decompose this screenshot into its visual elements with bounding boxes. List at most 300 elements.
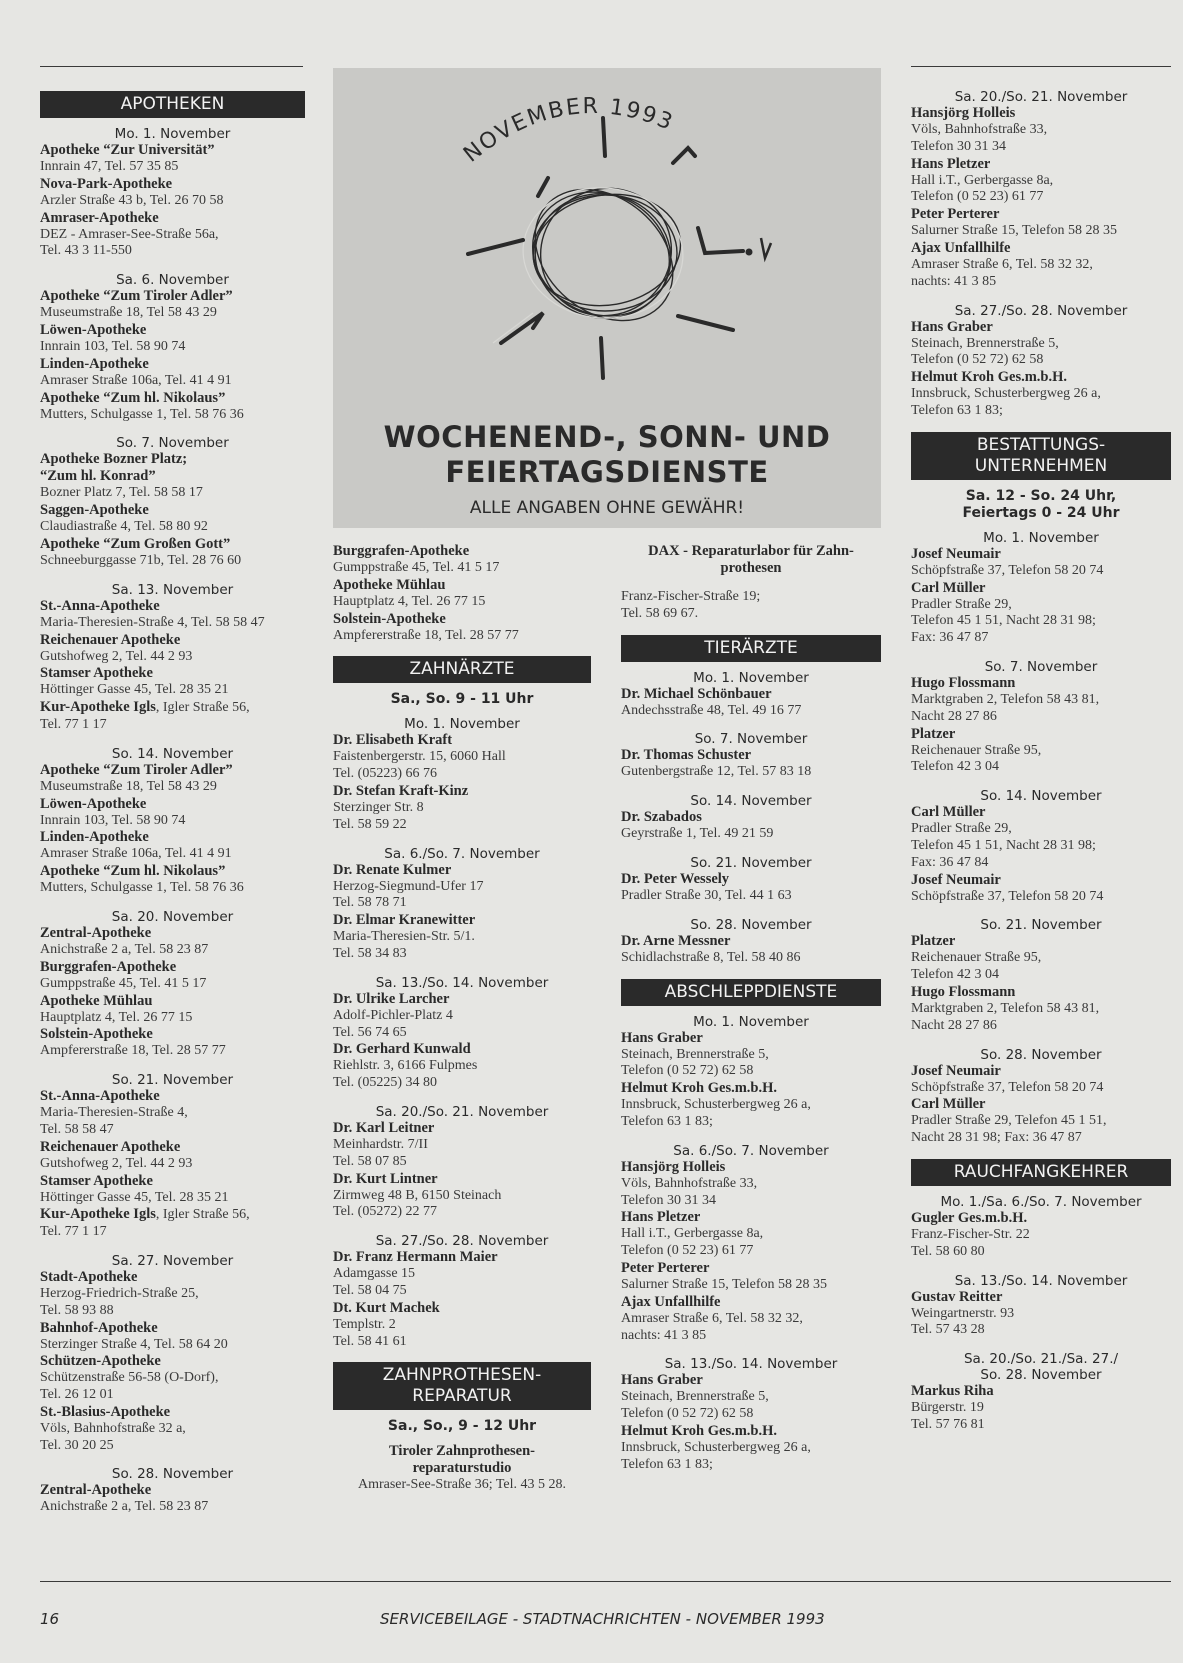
- date-label: So. 14. November: [111, 745, 234, 762]
- listing-name: Nova-Park-Apotheke: [40, 175, 173, 192]
- listing-entry: [40, 699, 305, 734]
- date-label: Sa. 13. November: [111, 581, 234, 598]
- listing-name: Hans Graber: [621, 1029, 703, 1046]
- listing-name: Platzer: [911, 725, 956, 742]
- listing-name: Dr. Gerhard Kunwald: [333, 1041, 471, 1058]
- date-group: [911, 659, 1171, 776]
- listing-entry: [40, 288, 305, 322]
- listing-entry: [911, 726, 1171, 777]
- listing-entry: [40, 1482, 305, 1516]
- listing-entry: [911, 1063, 1171, 1097]
- listing-entry: [911, 1096, 1171, 1147]
- listing-entry: [40, 598, 305, 632]
- listing-address: Bürgerstr. 19 Tel. 57 76 81: [911, 1400, 985, 1432]
- listing-name: Hansjörg Holleis: [621, 1158, 726, 1175]
- listing-name: Hansjörg Holleis: [911, 105, 1016, 121]
- listing-entry: [911, 156, 1171, 207]
- listing-entry: [333, 862, 591, 913]
- date-label: Sa. 27./So. 28. November: [375, 1233, 549, 1250]
- date-label: So. 21. November: [111, 1072, 234, 1089]
- banner: [333, 68, 881, 528]
- listing-name: Solstein-Apotheke: [333, 610, 446, 627]
- listing-name: Markus Riha: [911, 1383, 994, 1400]
- listing-name: Linden-Apotheke: [40, 829, 149, 846]
- date-label: Sa. 6./So. 7. November: [384, 845, 540, 862]
- listing-entry: [621, 1294, 881, 1345]
- listing-address: Ampfererstraße 18, Tel. 28 57 77: [333, 627, 519, 643]
- listing-address: Meinhardstr. 7/II Tel. 58 07 85: [333, 1136, 428, 1169]
- listing-name: St.-Anna-Apotheke: [40, 1088, 160, 1105]
- date-group: [621, 793, 881, 843]
- listing-address: Hall i.T., Gerbergasse 8a, Telefon (0 52 23) 61 77: [621, 1226, 764, 1259]
- listing-address: Steinach, Brennerstraße 5, Telefon (0 52 72) 62 58: [911, 335, 1059, 368]
- listing-address: Gumppstraße 45, Tel. 41 5 17: [333, 560, 500, 575]
- listing-entry: [911, 933, 1171, 984]
- listing-entry: [40, 142, 305, 176]
- listing-entry: [621, 543, 881, 577]
- listing-address: Hall i.T., Gerbergasse 8a, Telefon (0 52 23) 61 77: [911, 172, 1054, 205]
- date-group: [911, 89, 1171, 291]
- listing-address: Schöpfstraße 37, Telefon 58 20 74: [911, 1079, 1104, 1095]
- date-label: Sa. 13./So. 14. November: [954, 1272, 1128, 1289]
- listing-entry: [40, 1173, 305, 1207]
- date-label: Sa. 20./So. 21. November: [954, 89, 1128, 105]
- listing-address: Ampfererstraße 18, Tel. 28 57 77: [40, 1043, 226, 1059]
- listing-entry: [333, 1443, 591, 1494]
- date-label: Mo. 1. November: [693, 1013, 809, 1030]
- listing-address: Faistenbergerstr. 15, 6060 Hall Tel. (05223) 66 76: [333, 749, 506, 782]
- listing-entry: [911, 1383, 1171, 1434]
- date-label: Sa. 20./So. 21. November: [375, 1103, 549, 1120]
- listing-name: Dr. Thomas Schuster: [621, 747, 752, 764]
- sun-illustration: [333, 68, 881, 418]
- listing-name: Peter Perterer: [911, 206, 1000, 223]
- date-group: [911, 788, 1171, 905]
- listing-name: Dr. Kurt Lintner: [333, 1170, 438, 1187]
- date-group: [621, 917, 881, 967]
- listing-name: Saggen-Apotheke: [40, 502, 149, 519]
- listing-address: Innsbruck, Schusterbergweg 26 a, Telefon 63 1 83;: [911, 386, 1101, 418]
- listing-entry: [621, 686, 881, 720]
- listing-entry: [911, 546, 1171, 580]
- listing-entry: [40, 1353, 305, 1404]
- listing-name: Josef Neumair: [911, 871, 1001, 888]
- listing-entry: [333, 1041, 591, 1092]
- listing-entry: [40, 1320, 305, 1354]
- listing-entry: [40, 1269, 305, 1320]
- date-label: Sa. 27. November: [111, 1252, 234, 1269]
- listing-entry: [40, 356, 305, 390]
- listing-entry: [333, 1300, 591, 1351]
- date-group: [333, 716, 591, 833]
- listing-name: Carl Müller: [911, 1096, 986, 1113]
- listing-name: Helmut Kroh Ges.m.b.H.: [621, 1080, 778, 1097]
- listing-entry: [621, 1260, 881, 1294]
- listing-name: Schützen-Apotheke: [40, 1353, 161, 1370]
- listing-address: DEZ - Amraser-See-Straße 56a, Tel. 43 3 11-550: [40, 226, 219, 259]
- listing-name: Zentral-Apotheke: [40, 924, 152, 941]
- service-hours: Sa. 12 - So. 24 Uhr, Feiertags 0 - 24 Uhr: [962, 487, 1120, 521]
- listing-address: Schützenstraße 56-58 (O-Dorf), Tel. 26 12 01: [40, 1370, 219, 1403]
- listing-name: Platzer: [911, 933, 956, 950]
- listing-address: Amraser Straße 106a, Tel. 41 4 91: [40, 372, 232, 388]
- listing-address: Innsbruck, Schusterbergweg 26 a, Telefon 63 1 83;: [621, 1097, 811, 1129]
- listing-address: Marktgraben 2, Telefon 58 43 81, Nacht 28 27 86: [911, 691, 1100, 724]
- listing-name: Burggrafen-Apotheke: [333, 543, 470, 559]
- listing-name: Dr. Michael Schönbauer: [621, 685, 772, 702]
- listing-entry: [40, 863, 305, 897]
- listing-name: St.-Blasius-Apotheke: [40, 1403, 171, 1420]
- listing-name: Dr. Renate Kulmer: [333, 861, 452, 878]
- listing-name: Reichenauer Apotheke: [40, 631, 181, 648]
- listing-entry: [333, 577, 591, 611]
- listing-name: Apotheke “Zum Großen Gott”: [40, 535, 231, 552]
- section-header: TIERÄRZTE: [621, 635, 881, 662]
- banner-title: WOCHENEND-, SONN- UND FEIERTAGSDIENSTE: [383, 420, 831, 489]
- listing-address: Sterzinger Straße 4, Tel. 58 64 20: [40, 1336, 228, 1352]
- date-group: [40, 1072, 305, 1241]
- listing-name: Löwen-Apotheke: [40, 321, 147, 338]
- date-label: Sa. 13./So. 14. November: [664, 1356, 838, 1373]
- listing-entry: [333, 1171, 591, 1222]
- date-group: [911, 1273, 1171, 1340]
- listing-address: Schneeburggasse 71b, Tel. 28 76 60: [40, 552, 242, 568]
- listing-address: Amraser-See-Straße 36; Tel. 43 5 28.: [357, 1477, 567, 1493]
- listing-name: Apotheke Mühlau: [333, 576, 446, 593]
- listing-entry: [621, 871, 881, 905]
- listing-address: Weingartnerstr. 93 Tel. 57 43 28: [911, 1305, 1015, 1338]
- service-hours: Sa., So. 9 - 11 Uhr: [390, 691, 534, 708]
- listing-name: Dr. Peter Wessely: [621, 870, 730, 887]
- listing-name: Zentral-Apotheke: [40, 1482, 152, 1499]
- listing-entry: [40, 925, 305, 959]
- listing-address: Gutenbergstraße 12, Tel. 57 83 18: [621, 764, 812, 780]
- listing-address: Templstr. 2 Tel. 58 41 61: [333, 1316, 407, 1349]
- listing-entry: [40, 451, 305, 502]
- listing-address: Reichenauer Straße 95, Telefon 42 3 04: [911, 950, 1042, 983]
- listing-entry: [40, 1139, 305, 1173]
- listing-entry: [911, 319, 1171, 370]
- listing-name: Dt. Kurt Machek: [333, 1299, 440, 1316]
- listing-address: Gutshofweg 2, Tel. 44 2 93: [40, 648, 193, 664]
- listing-name: St.-Anna-Apotheke: [40, 597, 160, 614]
- listing-entry: [40, 665, 305, 699]
- listing-name: Hugo Flossmann: [911, 983, 1016, 1000]
- listing-address: Maria-Theresien-Straße 4, Tel. 58 58 47: [40, 1105, 188, 1137]
- listing-entry: [40, 322, 305, 356]
- date-group: [40, 435, 305, 569]
- listing-address: Museumstraße 18, Tel 58 43 29: [40, 778, 217, 794]
- listing-address: Claudiastraße 4, Tel. 58 80 92: [40, 519, 208, 535]
- date-label: Sa. 13./So. 14. November: [375, 974, 549, 991]
- listing-address: Pradler Straße 29, Telefon 45 1 51, Nacht 28 31 98; Fax: 36 47 87: [911, 1113, 1107, 1146]
- listing-address: Herzog-Friedrich-Straße 25, Tel. 58 93 88: [40, 1285, 199, 1318]
- date-label: Sa. 6. November: [116, 272, 229, 289]
- listing-name: Apotheke Bozner Platz; “Zum hl. Konrad”: [40, 451, 188, 485]
- date-label: So. 7. November: [694, 731, 808, 748]
- listing-entry: [40, 1088, 305, 1139]
- listing-entry: [40, 959, 305, 993]
- section-header: ABSCHLEPPDIENSTE: [621, 979, 881, 1006]
- banner-subtitle: ALLE ANGABEN OHNE GEWÄHR!: [469, 498, 745, 518]
- listing-entry: [333, 1120, 591, 1171]
- listing-address: Anichstraße 2 a, Tel. 58 23 87: [40, 1499, 209, 1515]
- listing-address: Pradler Straße 30, Tel. 44 1 63: [621, 887, 792, 903]
- service-hours: Sa., So., 9 - 12 Uhr: [387, 1418, 537, 1435]
- listing-entry: [40, 502, 305, 536]
- date-label: So. 21. November: [980, 917, 1102, 934]
- listing-address: Franz-Fischer-Str. 22 Tel. 58 60 80: [911, 1226, 1030, 1259]
- listing-address: Arzler Straße 43 b, Tel. 26 70 58: [40, 192, 224, 208]
- listing-name: Dr. Arne Messner: [621, 932, 731, 949]
- listing-address: , Igler Straße 56, Tel. 77 1 17: [40, 700, 250, 732]
- listing-address: Schöpfstraße 37, Telefon 58 20 74: [911, 888, 1104, 904]
- date-group: [333, 846, 591, 963]
- date-group: [333, 1443, 591, 1494]
- date-label: So. 21. November: [690, 854, 812, 871]
- listing-entry: [40, 993, 305, 1027]
- listing-name: Apotheke “Zum hl. Nikolaus”: [40, 863, 226, 880]
- listing-address: Museumstraße 18, Tel 58 43 29: [40, 305, 217, 321]
- listing-address: Amraser Straße 106a, Tel. 41 4 91: [40, 846, 232, 862]
- listing-address: Adamgasse 15 Tel. 58 04 75: [333, 1266, 416, 1298]
- listing-address: Geyrstraße 1, Tel. 49 21 59: [621, 826, 774, 842]
- top-rule-right: [911, 66, 1171, 67]
- listing-name: Josef Neumair: [911, 545, 1001, 562]
- date-group: [621, 589, 881, 623]
- date-group: [621, 543, 881, 577]
- date-group: [40, 272, 305, 423]
- listing-address: Herzog-Siegmund-Ufer 17 Tel. 58 78 71: [333, 878, 484, 911]
- listing-entry: [911, 206, 1171, 240]
- listing-name: Tiroler Zahnprothesen- reparaturstudio: [389, 1443, 535, 1477]
- listing-name: Gustav Reitter: [911, 1288, 1003, 1305]
- listing-name: Hans Pletzer: [621, 1209, 701, 1226]
- listing-name: Hans Graber: [621, 1372, 703, 1389]
- listing-address: Amraser Straße 6, Tel. 58 32 32, nachts: 41 3 85: [621, 1310, 803, 1343]
- listing-address: Maria-Theresien-Str. 5/1. Tel. 58 34 83: [333, 929, 475, 961]
- footer-text: SERVICEBEILAGE - STADTNACHRICHTEN - NOVEMBER 1993: [380, 1610, 825, 1628]
- date-label: So. 14. November: [690, 793, 812, 810]
- listing-address: Innsbruck, Schusterbergweg 26 a, Telefon 63 1 83;: [621, 1439, 811, 1472]
- listing-address: Pradler Straße 29, Telefon 45 1 51, Nacht 28 31 98; Fax: 36 47 84: [911, 821, 1096, 870]
- date-group: [621, 670, 881, 720]
- listing-entry: [911, 872, 1171, 906]
- date-group: [621, 1143, 881, 1345]
- listing-entry: [911, 580, 1171, 647]
- date-label: Mo. 1./Sa. 6./So. 7. November: [940, 1193, 1142, 1210]
- listing-address: Sterzinger Str. 8 Tel. 58 59 22: [333, 799, 424, 832]
- listing-name: Helmut Kroh Ges.m.b.H.: [621, 1422, 778, 1439]
- listing-name: Stamser Apotheke: [40, 1172, 153, 1189]
- date-group: [911, 1194, 1171, 1261]
- listing-entry: [621, 933, 881, 967]
- listing-address: Innrain 103, Tel. 58 90 74: [40, 812, 186, 828]
- month-letters: [459, 94, 677, 168]
- listing-name: Josef Neumair: [911, 1062, 1001, 1079]
- date-label: So. 28. November: [111, 1466, 234, 1483]
- listing-entry: [333, 912, 591, 963]
- listing-entry: [333, 732, 591, 783]
- date-group: [911, 530, 1171, 647]
- listing-address: Riehlstr. 3, 6166 Fulpmes Tel. (05225) 34 80: [333, 1058, 478, 1091]
- listing-entry: [40, 1026, 305, 1060]
- listing-entry: [911, 804, 1171, 871]
- listing-name: Stamser Apotheke: [40, 665, 153, 682]
- listing-address: Reichenauer Straße 95, Telefon 42 3 04: [911, 742, 1042, 775]
- date-group: [40, 126, 305, 260]
- listing-entry: [911, 240, 1171, 291]
- listing-name: Apotheke “Zur Universität”: [40, 142, 215, 158]
- listing-entry: [40, 829, 305, 863]
- date-group: [911, 303, 1171, 420]
- listing-name: Carl Müller: [911, 579, 986, 596]
- listing-address: Maria-Theresien-Straße 4, Tel. 58 58 47: [40, 614, 265, 630]
- listing-entry: [333, 611, 591, 645]
- section-header: BESTATTUNGS- UNTERNEHMEN: [911, 432, 1171, 480]
- listing-address: Salurner Straße 15, Telefon 58 28 35: [621, 1276, 827, 1292]
- listing-entry: [40, 176, 305, 210]
- listing-name: Apotheke “Zum Tiroler Adler”: [40, 761, 233, 778]
- column-apotheken: [40, 91, 305, 1528]
- listing-address: Völs, Bahnhofstraße 33, Telefon 30 31 34: [911, 122, 1048, 154]
- listing-name: Hugo Flossmann: [911, 674, 1016, 691]
- listing-name: Dr. Ulrike Larcher: [333, 990, 450, 1007]
- listing-name: Burggrafen-Apotheke: [40, 958, 177, 975]
- section-header: ZAHNPROTHESEN- REPARATUR: [333, 1362, 591, 1410]
- listing-address: Adolf-Pichler-Platz 4 Tel. 56 74 65: [333, 1007, 453, 1040]
- listing-name: Bahnhof-Apotheke: [40, 1319, 158, 1336]
- date-group: [621, 1014, 881, 1131]
- date-group: [40, 1466, 305, 1516]
- listing-address: Völs, Bahnhofstraße 33, Telefon 30 31 34: [621, 1175, 758, 1208]
- listing-entry: [621, 1423, 881, 1474]
- listing-entry: [621, 747, 881, 781]
- page-number: 16: [40, 1610, 60, 1628]
- listing-address: Schidlachstraße 8, Tel. 58 40 86: [621, 949, 801, 965]
- listing-entry: [911, 1289, 1171, 1340]
- date-group: [621, 731, 881, 781]
- banner-month: NOVEMBER 1993: [459, 93, 678, 168]
- listing-address: Hauptplatz 4, Tel. 26 77 15: [333, 593, 486, 609]
- date-label: So. 28. November: [980, 1046, 1102, 1063]
- listing-name: Kur-Apotheke Igls: [40, 699, 156, 716]
- date-group: [621, 855, 881, 905]
- date-group: [40, 1253, 305, 1455]
- listing-name: Helmut Kroh Ges.m.b.H.: [911, 369, 1068, 386]
- listing-address: Andechsstraße 48, Tel. 49 16 77: [621, 702, 802, 718]
- column-tieraerzte: [621, 543, 881, 1486]
- listing-name: Hans Pletzer: [911, 155, 991, 172]
- listing-address: , Igler Straße 56, Tel. 77 1 17: [40, 1207, 250, 1240]
- listing-name: Dr. Elisabeth Kraft: [333, 732, 453, 749]
- date-label: So. 7. November: [984, 658, 1098, 675]
- listing-name: Solstein-Apotheke: [40, 1026, 153, 1043]
- listing-name: Stadt-Apotheke: [40, 1268, 138, 1285]
- date-group: [333, 543, 591, 644]
- listing-entry: [621, 1372, 881, 1423]
- date-group: [333, 975, 591, 1092]
- date-label: Mo. 1. November: [404, 716, 520, 733]
- listing-name: DAX - Reparaturlabor für Zahn- prothesen: [648, 543, 854, 576]
- date-group: [40, 746, 305, 897]
- listing-address: Anichstraße 2 a, Tel. 58 23 87: [40, 941, 209, 957]
- listing-address: Pradler Straße 29, Telefon 45 1 51, Nacht 28 31 98; Fax: 36 47 87: [911, 596, 1096, 646]
- listing-address: Innrain 103, Tel. 58 90 74: [40, 338, 186, 354]
- date-label: So. 28. November: [690, 916, 812, 933]
- listing-address: Bozner Platz 7, Tel. 58 58 17: [40, 485, 203, 501]
- listing-name: Dr. Elmar Kranewitter: [333, 912, 476, 929]
- listing-name: Hans Graber: [911, 318, 993, 335]
- date-label: So. 14. November: [980, 788, 1102, 805]
- date-group: [911, 1047, 1171, 1147]
- listing-entry: [333, 1249, 591, 1300]
- date-label: Mo. 1. November: [693, 669, 809, 686]
- listing-address: Völs, Bahnhofstraße 32 a, Tel. 30 20 25: [40, 1420, 186, 1453]
- listing-name: Dr. Franz Hermann Maier: [333, 1249, 498, 1266]
- date-label: So. 7. November: [116, 435, 229, 452]
- date-group: [911, 917, 1171, 1034]
- listing-entry: [40, 796, 305, 830]
- date-group: [621, 1356, 881, 1473]
- listing-entry: [621, 1159, 881, 1210]
- listing-entry: [333, 783, 591, 834]
- listing-address: Franz-Fischer-Straße 19; Tel. 58 69 67.: [621, 589, 761, 621]
- listing-address: Amraser Straße 6, Tel. 58 32 32, nachts: 41 3 85: [911, 256, 1093, 289]
- listing-entry: [911, 1210, 1171, 1261]
- date-label: Sa. 20. November: [111, 908, 234, 925]
- date-group: [40, 582, 305, 734]
- listing-name: Carl Müller: [911, 804, 986, 821]
- listing-address: Steinach, Brennerstraße 5, Telefon (0 52 72) 62 58: [621, 1046, 769, 1079]
- listing-address: Marktgraben 2, Telefon 58 43 81, Nacht 28 27 86: [911, 1000, 1100, 1033]
- listing-name: Apotheke “Zum hl. Nikolaus”: [40, 389, 226, 406]
- listing-entry: [40, 210, 305, 261]
- listing-name: Dr. Szabados: [621, 809, 702, 826]
- date-group: [333, 1233, 591, 1350]
- section-header: ZAHNÄRZTE: [333, 656, 591, 683]
- listing-entry: [911, 105, 1171, 156]
- listing-entry: [333, 543, 591, 577]
- listing-entry: [911, 369, 1171, 420]
- listing-entry: [621, 589, 881, 623]
- section-header: APOTHEKEN: [40, 91, 305, 118]
- listing-name: Peter Perterer: [621, 1259, 710, 1276]
- listing-name: Linden-Apotheke: [40, 355, 149, 372]
- listing-address: Innrain 47, Tel. 57 35 85: [40, 159, 179, 174]
- listing-name: Reichenauer Apotheke: [40, 1138, 181, 1155]
- footer-rule: [40, 1581, 1171, 1582]
- listing-entry: [333, 991, 591, 1042]
- date-label: Sa. 20./So. 21./Sa. 27./ So. 28. November: [963, 1351, 1119, 1384]
- listing-address: Mutters, Schulgasse 1, Tel. 58 76 36: [40, 880, 244, 896]
- listing-entry: [40, 762, 305, 796]
- listing-address: Höttinger Gasse 45, Tel. 28 35 21: [40, 682, 229, 698]
- listing-entry: [40, 536, 305, 570]
- listing-name: Ajax Unfallhilfe: [621, 1293, 721, 1310]
- date-label: Mo. 1. November: [114, 126, 231, 142]
- top-rule-left: [40, 66, 303, 67]
- listing-address: Schöpfstraße 37, Telefon 58 20 74: [911, 562, 1104, 578]
- listing-address: Gumppstraße 45, Tel. 41 5 17: [40, 975, 207, 991]
- date-group: [911, 1351, 1171, 1434]
- listing-address: Zirmweg 48 B, 6150 Steinach Tel. (05272) 22 77: [333, 1187, 502, 1220]
- listing-entry: [911, 984, 1171, 1035]
- listing-entry: [621, 1030, 881, 1081]
- column-bestattung: [911, 89, 1171, 1446]
- listing-entry: [40, 390, 305, 424]
- listing-name: Kur-Apotheke Igls: [40, 1206, 156, 1223]
